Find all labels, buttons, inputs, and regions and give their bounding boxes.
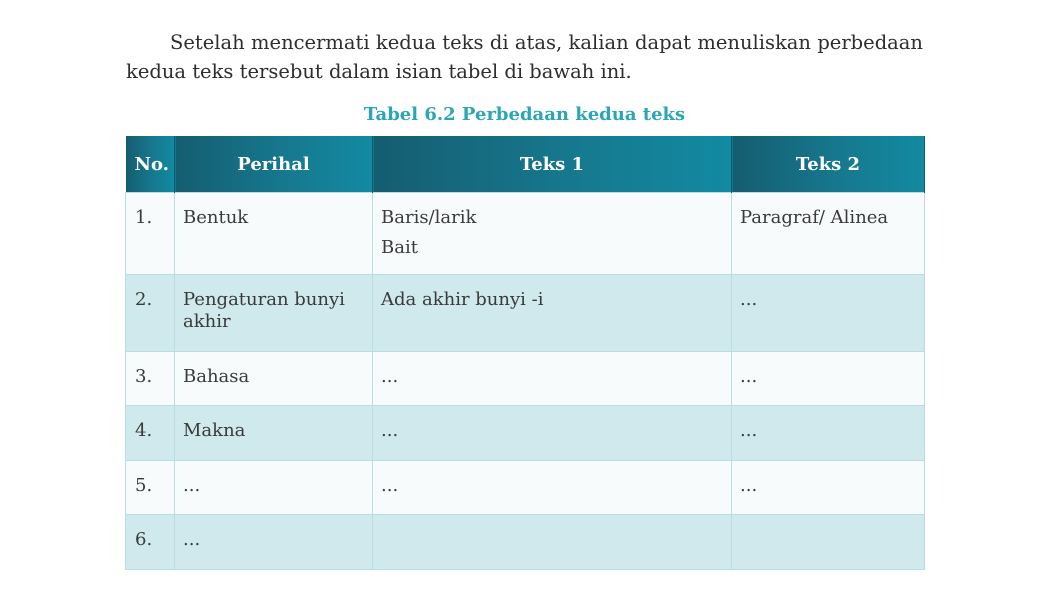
cell-teks-1-line-2: Bait xyxy=(381,237,418,258)
table-header-row xyxy=(126,136,925,193)
cell-teks-1: Ada akhir bunyi -i xyxy=(373,275,732,352)
cell-perihal: Pengaturan bunyi akhir xyxy=(175,275,373,352)
header-teks-2: Teks 2 xyxy=(732,136,925,193)
cell-teks-2: ... xyxy=(732,352,925,406)
cell-teks-1: ... xyxy=(373,461,732,515)
cell-teks-1: ... xyxy=(373,406,732,461)
cell-teks-1 xyxy=(373,193,732,275)
table-row xyxy=(126,193,925,275)
cell-teks-2 xyxy=(732,515,925,570)
cell-teks-2: ... xyxy=(732,461,925,515)
cell-teks-2: ... xyxy=(732,275,925,352)
cell-teks-2: Paragraf/ Alinea xyxy=(732,193,925,275)
differences-table xyxy=(125,136,925,570)
cell-perihal: ... xyxy=(175,515,373,570)
header-teks-1: Teks 1 xyxy=(373,136,732,193)
cell-teks-2: ... xyxy=(732,406,925,461)
cell-no: 3. xyxy=(126,352,175,406)
cell-perihal: Makna xyxy=(175,406,373,461)
cell-no: 4. xyxy=(126,406,175,461)
cell-no: 1. xyxy=(126,193,175,275)
cell-no: 5. xyxy=(126,461,175,515)
cell-teks-1: ... xyxy=(373,352,732,406)
table-caption: Tabel 6.2 Perbedaan kedua teks xyxy=(363,104,686,125)
intro-paragraph: Setelah mencermati kedua teks di atas, kalian dapat menuliskan perbedaan kedua teks tersebut dalam isian tabel di bawah ini. xyxy=(126,31,923,83)
cell-perihal: ... xyxy=(175,461,373,515)
table-row xyxy=(126,515,925,570)
header-perihal: Perihal xyxy=(175,136,373,193)
cell-teks-1 xyxy=(373,515,732,570)
cell-no: 2. xyxy=(126,275,175,352)
table-row xyxy=(126,406,925,461)
table-row xyxy=(126,461,925,515)
header-no: No. xyxy=(126,136,175,193)
cell-perihal: Bahasa xyxy=(175,352,373,406)
cell-perihal: Bentuk xyxy=(175,193,373,275)
cell-no: 6. xyxy=(126,515,175,570)
table-row xyxy=(126,352,925,406)
cell-teks-1-line-1: Baris/larik xyxy=(381,207,477,228)
table-row xyxy=(126,275,925,352)
